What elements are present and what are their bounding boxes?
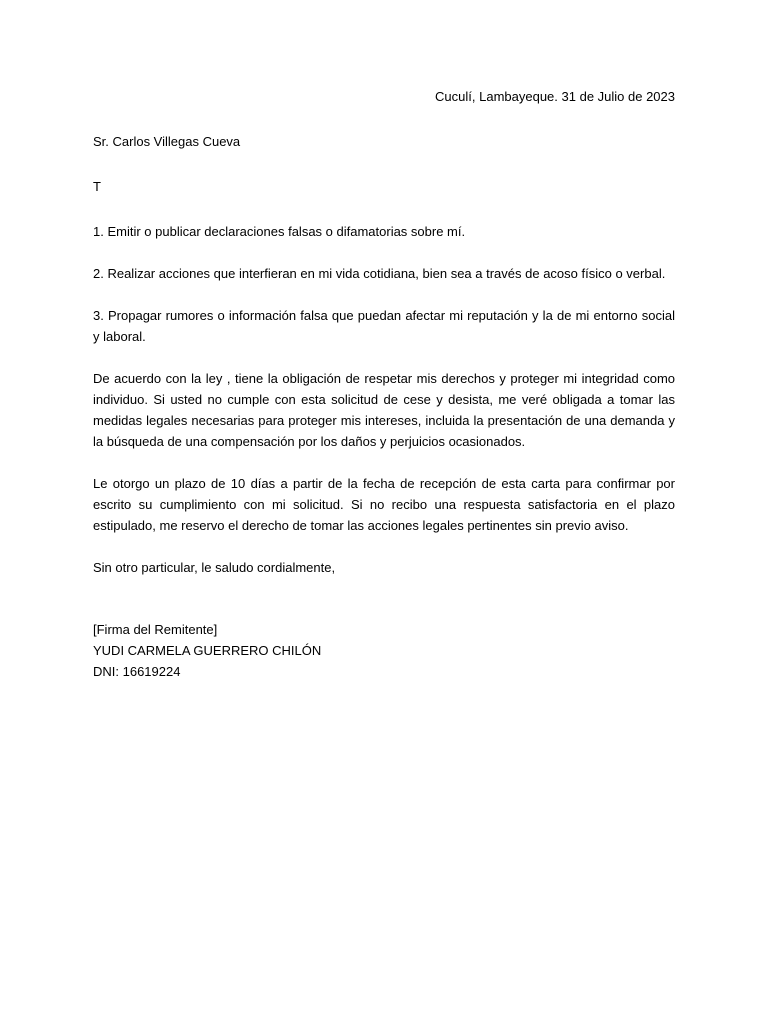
date-line: Cuculí, Lambayeque. 31 de Julio de 2023 [435, 89, 675, 104]
list-item: 2. Realizar acciones que interfieran en mi vida cotidiana, bien sea a través de acoso físico o verbal. [93, 266, 666, 281]
sender-name: YUDI CARMELA GUERRERO CHILÓN [93, 643, 322, 658]
salutation-initial: T [93, 179, 101, 194]
recipient-line: Sr. Carlos Villegas Cueva [93, 134, 241, 149]
paragraph-deadline: Le otorgo un plazo de 10 días a partir de la fecha de recepción de esta carta para confirmar por escrito su cumplimiento con mi solicitud. Si no recibo una respuesta satisfactoria en el plazo estipulado, me reservo el derecho de tomar las acciones legales pertinentes sin previo aviso. [93, 476, 675, 533]
sender-id: DNI: 16619224 [93, 664, 181, 679]
list-item: 3. Propagar rumores o información falsa que puedan afectar mi reputación y la de mi entorno social y laboral. [93, 308, 675, 344]
closing-line: Sin otro particular, le saludo cordialmente, [93, 560, 336, 575]
paragraph-legal-warning: De acuerdo con la ley , tiene la obligación de respetar mis derechos y proteger mi integridad como individuo. Si usted no cumple con esta solicitud de cese y desista, me veré obligada a tomar las medidas legales necesarias para proteger mis intereses, incluida la presentación de una demanda y la búsqueda de una compensación por los daños y perjuicios ocasionados. [93, 371, 675, 449]
list-item: 1. Emitir o publicar declaraciones falsas o difamatorias sobre mí. [93, 224, 466, 239]
signature-placeholder: [Firma del Remitente] [93, 622, 218, 637]
